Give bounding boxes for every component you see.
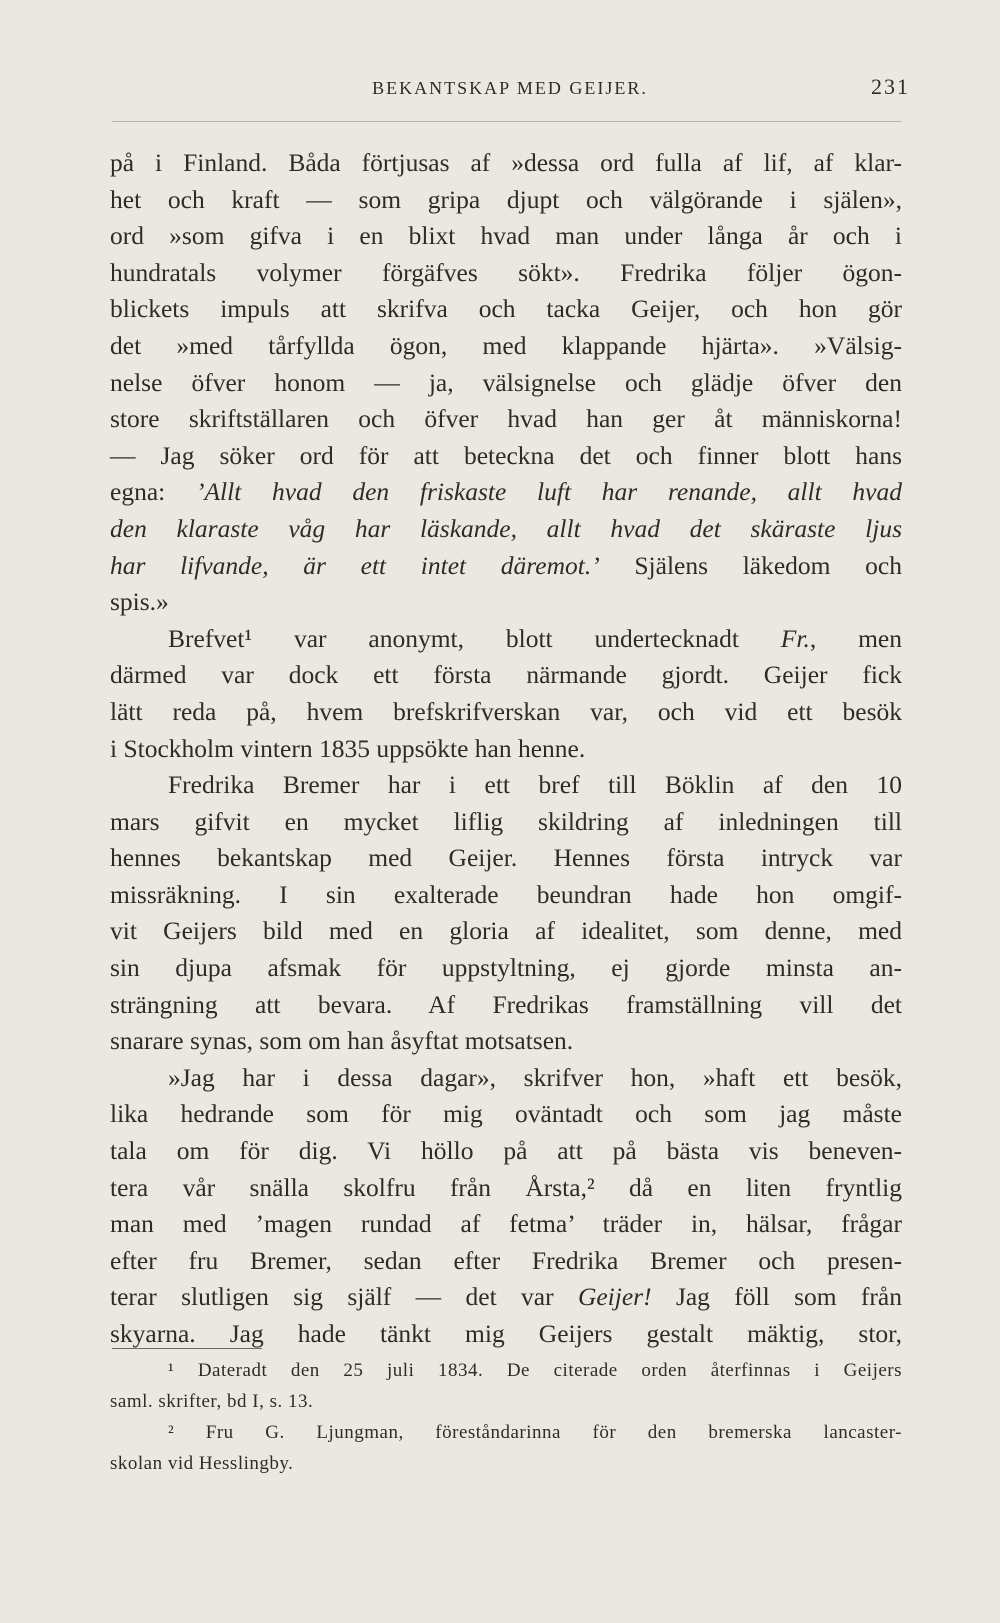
text-line: [110, 950, 902, 987]
text-line: [110, 621, 902, 658]
text-line: [110, 182, 902, 219]
text-line: [110, 1133, 902, 1170]
line-text: missräkning. I sin exalterade beundran hade hon omgif-: [110, 879, 902, 909]
italic-text: Geijer!: [577, 1282, 652, 1312]
text-line: [110, 145, 902, 182]
text-line: [110, 401, 902, 438]
line-text: tera vår snälla skolfru från Årsta,² då en liten fryntlig: [110, 1172, 902, 1202]
line-text: man med ’magen rundad af fetma’ träder in, hälsar, frågar: [110, 1209, 902, 1239]
line-text: store skriftställaren och öfver hvad han ger åt människorna!: [110, 404, 902, 434]
header-rule: [112, 121, 902, 122]
line-text: skolan vid Hesslingby.: [110, 1453, 294, 1474]
line-text: vit Geijers bild med en gloria af idealitet, som denne, med: [110, 916, 902, 946]
line-text: Fredrika Bremer har i ett bref till Böklin af den 10: [168, 770, 902, 800]
text-line: [110, 474, 902, 511]
line-text: ² Fru G. Ljungman, föreståndarinna för den bremerska lancaster-: [168, 1422, 902, 1443]
line-text: ¹ Dateradt den 25 juli 1834. De citerade orden återfinnas i Geijers: [168, 1360, 902, 1381]
line-text: Brefvet¹ var anonymt, blott undertecknadt: [168, 623, 781, 653]
line-text: egna:: [110, 477, 196, 507]
text-line: [110, 657, 902, 694]
line-text: spis.»: [110, 587, 169, 617]
text-line: [110, 438, 902, 475]
text-line: [110, 731, 902, 768]
running-head: [110, 74, 910, 104]
line-text: lätt reda på, hvem brefskrifverskan var, och vid ett besök: [110, 696, 902, 726]
text-line: [110, 1206, 902, 1243]
italic-text: har lifvande, är ett intet däremot.’: [110, 550, 600, 580]
line-text: tala om för dig. Vi höllo på att på bästa vis beneven-: [110, 1136, 902, 1166]
line-text: — Jag söker ord för att beteckna det och finner blott hans: [110, 440, 902, 470]
footnote-line: [110, 1448, 902, 1479]
line-text: hennes bekantskap med Geijer. Hennes första intryck var: [110, 843, 902, 873]
line-text: , men: [809, 623, 903, 653]
line-text: nelse öfver honom — ja, välsignelse och glädje öfver den: [110, 367, 902, 397]
line-text: strängning att bevara. Af Fredrikas framställning vill det: [110, 989, 902, 1019]
line-text: lika hedrande som för mig oväntadt och som jag måste: [110, 1099, 902, 1129]
line-text: mars gifvit en mycket liflig skildring af inledningen till: [110, 806, 902, 836]
text-line: [110, 840, 902, 877]
line-text: »Jag har i dessa dagar», skrifver hon, »haft ett besök,: [168, 1062, 902, 1092]
line-text: därmed var dock ett första närmande gjordt. Geijer fick: [110, 660, 902, 690]
text-line: [110, 987, 902, 1024]
text-line: [110, 584, 902, 621]
text-line: [110, 1023, 902, 1060]
running-title: BEKANTSKAP MED GEIJER.: [372, 78, 648, 98]
line-text: hundratals volymer förgäfves sökt». Fredrika följer ögon-: [110, 257, 902, 287]
line-text: snarare synas, som om han åsyftat motsatsen.: [110, 1026, 574, 1056]
text-line: [110, 291, 902, 328]
footnotes: [110, 1355, 902, 1479]
text-line: [110, 1279, 902, 1316]
line-text: efter fru Bremer, sedan efter Fredrika Bremer och presen-: [110, 1245, 902, 1275]
line-text: het och kraft — som gripa djupt och välgörande i själen»,: [110, 184, 902, 214]
text-line: [110, 218, 902, 255]
line-text: det »med tårfyllda ögon, med klappande hjärta». »Välsig-: [110, 330, 902, 360]
italic-text: ’Allt hvad den friskaste luft har renande, allt hvad: [195, 477, 902, 507]
line-text: skyarna. Jag hade tänkt mig Geijers gestalt mäktig, stor,: [110, 1319, 902, 1348]
footnote-line: [110, 1386, 902, 1417]
line-text: på i Finland. Båda förtjusas af »dessa ord fulla af lif, af klar-: [110, 148, 902, 177]
text-line: [110, 365, 902, 402]
text-line: [110, 1096, 902, 1133]
text-line: [110, 694, 902, 731]
text-line: [110, 328, 902, 365]
page-number: 231: [871, 74, 910, 99]
text-line: [110, 548, 902, 585]
body-text: [110, 145, 902, 1353]
line-text: terar slutligen sig själf — det var: [110, 1282, 578, 1312]
text-line: [110, 804, 902, 841]
text-line: [110, 1243, 902, 1280]
footnote-line: [110, 1417, 902, 1448]
line-text: saml. skrifter, bd I, s. 13.: [110, 1391, 314, 1412]
line-text: ord »som gifva i en blixt hvad man under långa år och i: [110, 221, 902, 251]
text-line: [110, 511, 902, 548]
text-line: [110, 1170, 902, 1207]
italic-text: den klaraste våg har läskande, allt hvad det skäraste ljus: [110, 513, 902, 543]
line-text: Jag föll som från: [651, 1282, 902, 1312]
text-line: [110, 255, 902, 292]
text-line: [110, 913, 902, 950]
text-line: [110, 767, 902, 804]
text-line: [110, 877, 902, 914]
italic-text: Fr.: [780, 623, 810, 653]
text-line: [110, 1060, 902, 1097]
line-text: blickets impuls att skrifva och tacka Geijer, och hon gör: [110, 294, 902, 324]
line-text: sin djupa afsmak för uppstyltning, ej gjorde minsta an-: [110, 953, 902, 983]
footnote-line: [110, 1355, 902, 1386]
line-text: Själens läkedom och: [599, 550, 902, 580]
footnote-rule: [112, 1348, 262, 1349]
line-text: i Stockholm vintern 1835 uppsökte han henne.: [110, 733, 586, 763]
